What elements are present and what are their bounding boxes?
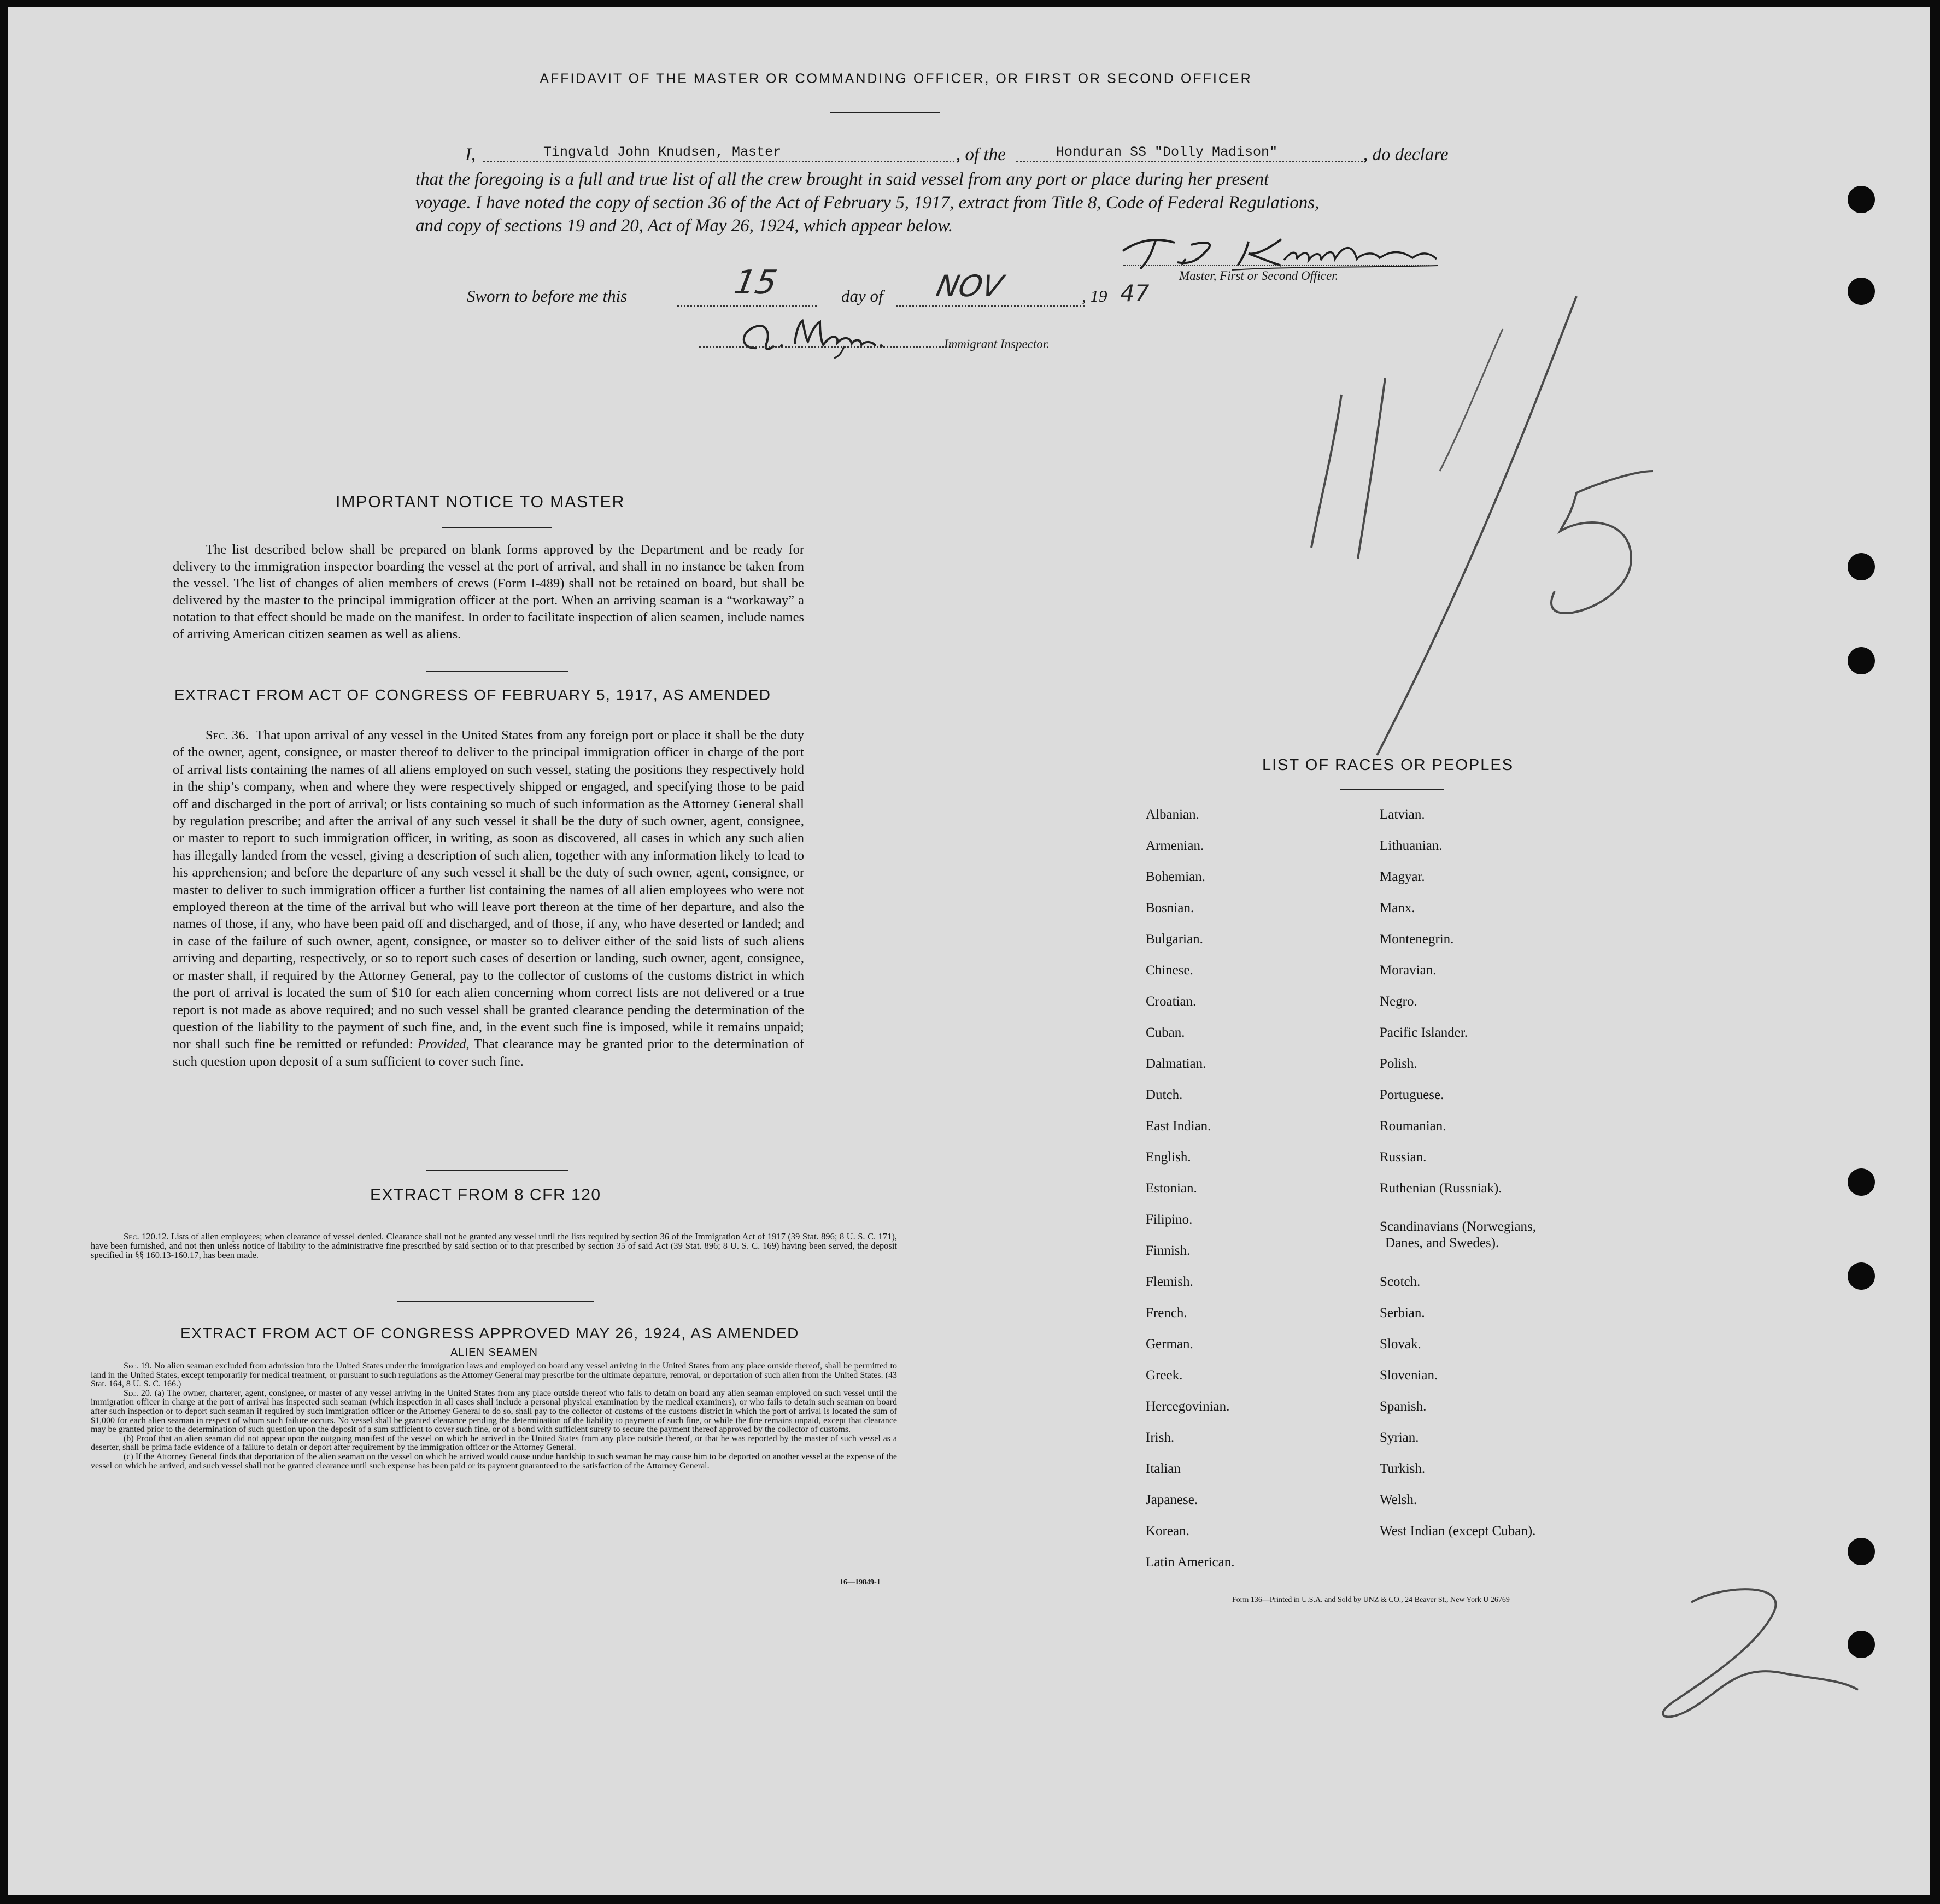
race-left-11: English. xyxy=(1146,1150,1191,1165)
pencil-mark-11-5 xyxy=(1281,285,1664,766)
race-right-10: Roumanian. xyxy=(1380,1119,1446,1133)
binder-hole xyxy=(1848,1262,1875,1290)
sec36-label: Sec. 36. xyxy=(206,728,249,743)
decl-i: I, xyxy=(465,145,476,164)
pencil-mark-2 xyxy=(1642,1586,1861,1728)
extract-1917-title: EXTRACT FROM ACT OF CONGRESS OF FEBRUARY 5, 1917, AS AMENDED xyxy=(174,686,771,703)
notice-title: IMPORTANT NOTICE TO MASTER xyxy=(336,493,625,511)
inspector-caption: Immigrant Inspector. xyxy=(944,337,1050,351)
race-left-13: Filipino. xyxy=(1146,1212,1193,1227)
extract-cfr-body xyxy=(91,1232,897,1260)
race-left-0: Albanian. xyxy=(1146,807,1199,822)
notice-rule xyxy=(442,527,552,528)
inspector-line xyxy=(699,346,951,348)
race-left-12: Estonian. xyxy=(1146,1181,1197,1196)
race-left-23: Korean. xyxy=(1146,1524,1189,1538)
decl-line-4: and copy of sections 19 and 20, Act of May 26, 1924, which appear below. xyxy=(415,216,953,236)
race-right-16: Serbian. xyxy=(1380,1306,1425,1320)
race-right-21: Turkish. xyxy=(1380,1461,1426,1476)
binder-hole xyxy=(1848,278,1875,305)
race-left-16: French. xyxy=(1146,1306,1187,1320)
race-left-10: East Indian. xyxy=(1146,1119,1211,1133)
form-code: 16—19849-1 xyxy=(840,1578,881,1586)
notice-text: The list described below shall be prepared on blank forms approved by the Department and be ready for delivery to the immigration inspector boarding the vessel at the port of arrival, and shall in no instance be taken from the vessel. The list of changes of alien members of crews (Form I-489) shall not be retained on board, but shall be delivered by the master to the principal immigration officer at the port. When an arriving seaman is a “workaway” a notation to that effect should be made on the manifest. In order to facilitate inspection of alien seamen, include names of arriving American citizen seamen as well as aliens. xyxy=(173,542,804,642)
extract-1924-title: EXTRACT FROM ACT OF CONGRESS APPROVED MAY 26, 1924, AS AMENDED xyxy=(180,1325,799,1342)
race-left-6: Croatian. xyxy=(1146,994,1197,1009)
race-right-1: Lithuanian. xyxy=(1380,838,1443,853)
sec20a-text: (a) The owner, charterer, agent, consignee, or master of any vessel arriving in the United States from any place outside thereof who fails to detain on board any alien seaman employed on such vessel until the immigration officer in charge at the port of arrival has inspected such seaman (which inspection in all cases shall include a personal physical examination by the medical examiners), or who fails to detain such seaman on board after such inspection or to deport such seaman if required by such immigration officer or the Attorney General to do so, shall pay to the collector of customs of the customs district in which the port of arrival is located the sum of $1,000 for each alien seaman in respect of whom such failure occurs. No vessel shall be granted clearance pending the determination of the liability to payment of such fine, or while the fine remains unpaid, except that clearance may be granted prior to the determination of such question upon the deposit of a sum sufficient to cover such fine, or of a bond with sufficient surety to secure the payment thereof approved by the collector of customs. xyxy=(91,1388,897,1435)
race-left-2: Bohemian. xyxy=(1146,869,1206,884)
master-name-line xyxy=(483,161,959,162)
signature-caption: Master, First or Second Officer. xyxy=(1179,269,1339,283)
race-left-3: Bosnian. xyxy=(1146,901,1194,915)
binder-hole xyxy=(1848,1538,1875,1565)
race-left-24: Latin American. xyxy=(1146,1555,1235,1570)
sec36-text-2: That clearance may be granted prior to the determination of such question upon deposit of a sum sufficient to cover such fine. xyxy=(173,1037,805,1069)
section-rule-2 xyxy=(426,1170,568,1171)
race-right-7: Pacific Islander. xyxy=(1380,1025,1468,1040)
race-right-4: Montenegrin. xyxy=(1380,932,1454,947)
race-left-4: Bulgarian. xyxy=(1146,932,1203,947)
sworn-text: Sworn to before me this xyxy=(467,286,628,305)
race-right-18: Slovenian. xyxy=(1380,1368,1438,1383)
section-rule-3 xyxy=(397,1301,594,1302)
binder-hole xyxy=(1848,1168,1875,1196)
race-left-20: Irish. xyxy=(1146,1430,1175,1445)
races-title: LIST OF RACES OR PEOPLES xyxy=(1262,756,1514,774)
master-signature xyxy=(1117,226,1445,275)
binder-hole xyxy=(1848,186,1875,213)
alien-seamen-subtitle: ALIEN SEAMEN xyxy=(450,1347,538,1359)
race-right-22: Welsh. xyxy=(1380,1492,1417,1507)
cfr-sec-label: Sec. 120.12. xyxy=(124,1231,169,1242)
race-right-14: Danes, and Swedes). xyxy=(1385,1236,1499,1250)
extract-cfr-title: EXTRACT FROM 8 CFR 120 xyxy=(370,1186,601,1204)
race-right-0: Latvian. xyxy=(1380,807,1425,822)
decl-do-declare: , do declare xyxy=(1363,145,1449,164)
binder-hole xyxy=(1848,553,1875,580)
cfr-text: Lists of alien employees; when clearance of vessel denied. Clearance shall not be granted any vessel until the lists required by section 36 of the Immigration Act of 1917 (39 Stat. 896; 8 U. S. C. 171), have been furnished, and not then unless notice of liability to the administrative fine prescribed by said section or to that prescribed by section 35 of said Act (39 Stat. 896; 8 U. S. C. 169) having been served, the deposit specified in §§ 160.13-160.17, has been made. xyxy=(91,1231,898,1260)
race-right-6: Negro. xyxy=(1380,994,1417,1009)
title-rule xyxy=(830,112,940,113)
inspector-signature xyxy=(735,310,915,359)
race-left-22: Japanese. xyxy=(1146,1492,1198,1507)
race-right-12: Ruthenian (Russniak). xyxy=(1380,1181,1502,1196)
extract-1917-body xyxy=(173,727,804,1070)
race-right-2: Magyar. xyxy=(1380,869,1425,884)
race-left-9: Dutch. xyxy=(1146,1088,1183,1102)
extract-1924-body xyxy=(91,1362,897,1471)
signature-line xyxy=(1123,265,1429,266)
race-left-19: Hercegovinian. xyxy=(1146,1399,1230,1414)
race-left-14: Finnish. xyxy=(1146,1243,1191,1258)
race-right-13: Scandinavians (Norwegians, xyxy=(1380,1219,1537,1234)
race-left-17: German. xyxy=(1146,1337,1193,1351)
month-line xyxy=(896,305,1085,307)
race-left-5: Chinese. xyxy=(1146,963,1193,978)
race-left-15: Flemish. xyxy=(1146,1274,1193,1289)
form-footer-note: Form 136—Printed in U.S.A. and Sold by UNZ & CO., 24 Beaver St., New York U 26769 xyxy=(1232,1596,1510,1604)
decl-line-2: that the foregoing is a full and true list of all the crew brought in said vessel from any port or place during her present xyxy=(415,169,1269,189)
race-left-1: Armenian. xyxy=(1146,838,1204,853)
sec20c-text: (c) If the Attorney General finds that deportation of the alien seaman on the vessel on which he arrived would cause undue hardship to such seaman he may cause him to be deported on another vessel at the expense of the vessel on which he arrived, and such vessel shall not be granted clearance until such expense has been paid or its payment guaranteed to the satisfaction of the Attorney General. xyxy=(91,1451,897,1471)
race-right-23: West Indian (except Cuban). xyxy=(1380,1524,1536,1538)
race-right-11: Russian. xyxy=(1380,1150,1427,1165)
race-right-9: Portuguese. xyxy=(1380,1088,1444,1102)
sec36-text-1: That upon arrival of any vessel in the United States from any foreign port or place it shall be the duty of the owner, agent, consignee, or master thereof to deliver to the principal immigration officer in charge of the port of arrival lists containing the names of all aliens employed on such vessel, stating the positions they respectively hold in the ship’s company, when and where they were respectively shipped or engaged, and specifying those to be paid off and discharged in the port of arrival; or lists containing so much of such information as the Attorney General shall by regulation prescribe; and after the arrival of any such vessel it shall be the duty of such owner, agent, consignee, or master to report to such immigration officer, in writing, as soon as discovered, all cases in which any such alien has illegally landed from the vessel, giving a description of such alien, together with any information likely to lead to his apprehension; and before the departure of any such vessel it shall be the duty of such owner, agent, consignee, or master to deliver to such immigration officer a further list containing the names of all alien employees who were not employed thereon at the time of the arrival but who will leave port thereon at the time of her departure, and also the names of those, if any, who have been paid off and discharged, and of those, if any, who have deserted or landed; and in case of the failure of such owner, agent, consignee, or master so to deliver either of the said lists of such aliens arriving and departing, respectively, or so to report such cases of desertion or landing, such owner, agent, consignee, or master shall, if required by the Attorney General, pay to the collector of customs of the customs district in which the port of arrival is located the sum of $10 for each alien concerning whom correct lists are not delivered or a true report is not made as above required; and no such vessel shall be granted clearance pending the determination of the question of the liability to the payment of such fine, and, in the event such fine is imposed, while it remains unpaid; nor shall such fine be remitted or refunded: xyxy=(173,728,804,1052)
binder-hole xyxy=(1848,1631,1875,1658)
decl-of-the: , of the xyxy=(956,145,1006,164)
notice-body xyxy=(173,541,804,643)
race-right-15: Scotch. xyxy=(1380,1274,1421,1289)
race-left-8: Dalmatian. xyxy=(1146,1056,1206,1071)
section-rule-1 xyxy=(426,671,568,672)
race-right-17: Slovak. xyxy=(1380,1337,1421,1351)
year-prefix: , 19 xyxy=(1082,286,1107,305)
race-right-19: Spanish. xyxy=(1380,1399,1427,1414)
race-left-18: Greek. xyxy=(1146,1368,1183,1383)
sec19-label: Sec. 19. xyxy=(124,1361,152,1371)
vessel-field: Honduran SS "Dolly Madison" xyxy=(1056,144,1278,160)
race-left-21: Italian xyxy=(1146,1461,1181,1476)
day-value: 15 xyxy=(731,263,780,302)
sec20-label: Sec. 20. xyxy=(124,1388,152,1398)
affidavit-title: AFFIDAVIT OF THE MASTER OR COMMANDING OFFICER, OR FIRST OR SECOND OFFICER xyxy=(540,71,1252,86)
month-value: NOV xyxy=(933,269,1006,303)
race-right-5: Moravian. xyxy=(1380,963,1437,978)
master-name-field: Tingvald John Knudsen, Master xyxy=(543,144,782,160)
document-page xyxy=(8,7,1930,1895)
race-left-7: Cuban. xyxy=(1146,1025,1185,1040)
day-line xyxy=(677,305,817,307)
sec19-text: No alien seaman excluded from admission into the United States under the immigration laws and employed on board any vessel arriving in the United States from any place outside thereof, shall be permitted to land in the United States, except temporarily for medical treatment, or pursuant to such regulations as the Attorney General may prescribe for the ultimate departure, removal, or deportation of such alien from the United States. (43 Stat. 164, 8 U. S. C. 166.) xyxy=(91,1361,897,1389)
provided-word: Provided, xyxy=(417,1037,470,1052)
race-right-8: Polish. xyxy=(1380,1056,1417,1071)
vessel-line xyxy=(1016,161,1366,162)
sec20b-text: (b) Proof that an alien seaman did not appear upon the outgoing manifest of the vessel on which he arrived in the United States from any place outside thereof, or that he was reported by the master of such vessel as a deserter, shall be prima facie evidence of a failure to detain or deport after requirement by the immigration officer or the Attorney General. xyxy=(91,1433,897,1453)
races-rule xyxy=(1340,789,1444,790)
year-value: 47 xyxy=(1120,280,1150,307)
decl-line-3: voyage. I have noted the copy of section 36 of the Act of February 5, 1917, extract from Title 8, Code of Federal Regulations, xyxy=(415,193,1320,213)
binder-hole xyxy=(1848,647,1875,674)
race-right-3: Manx. xyxy=(1380,901,1415,915)
race-right-20: Syrian. xyxy=(1380,1430,1419,1445)
day-of-text: day of xyxy=(841,286,883,305)
